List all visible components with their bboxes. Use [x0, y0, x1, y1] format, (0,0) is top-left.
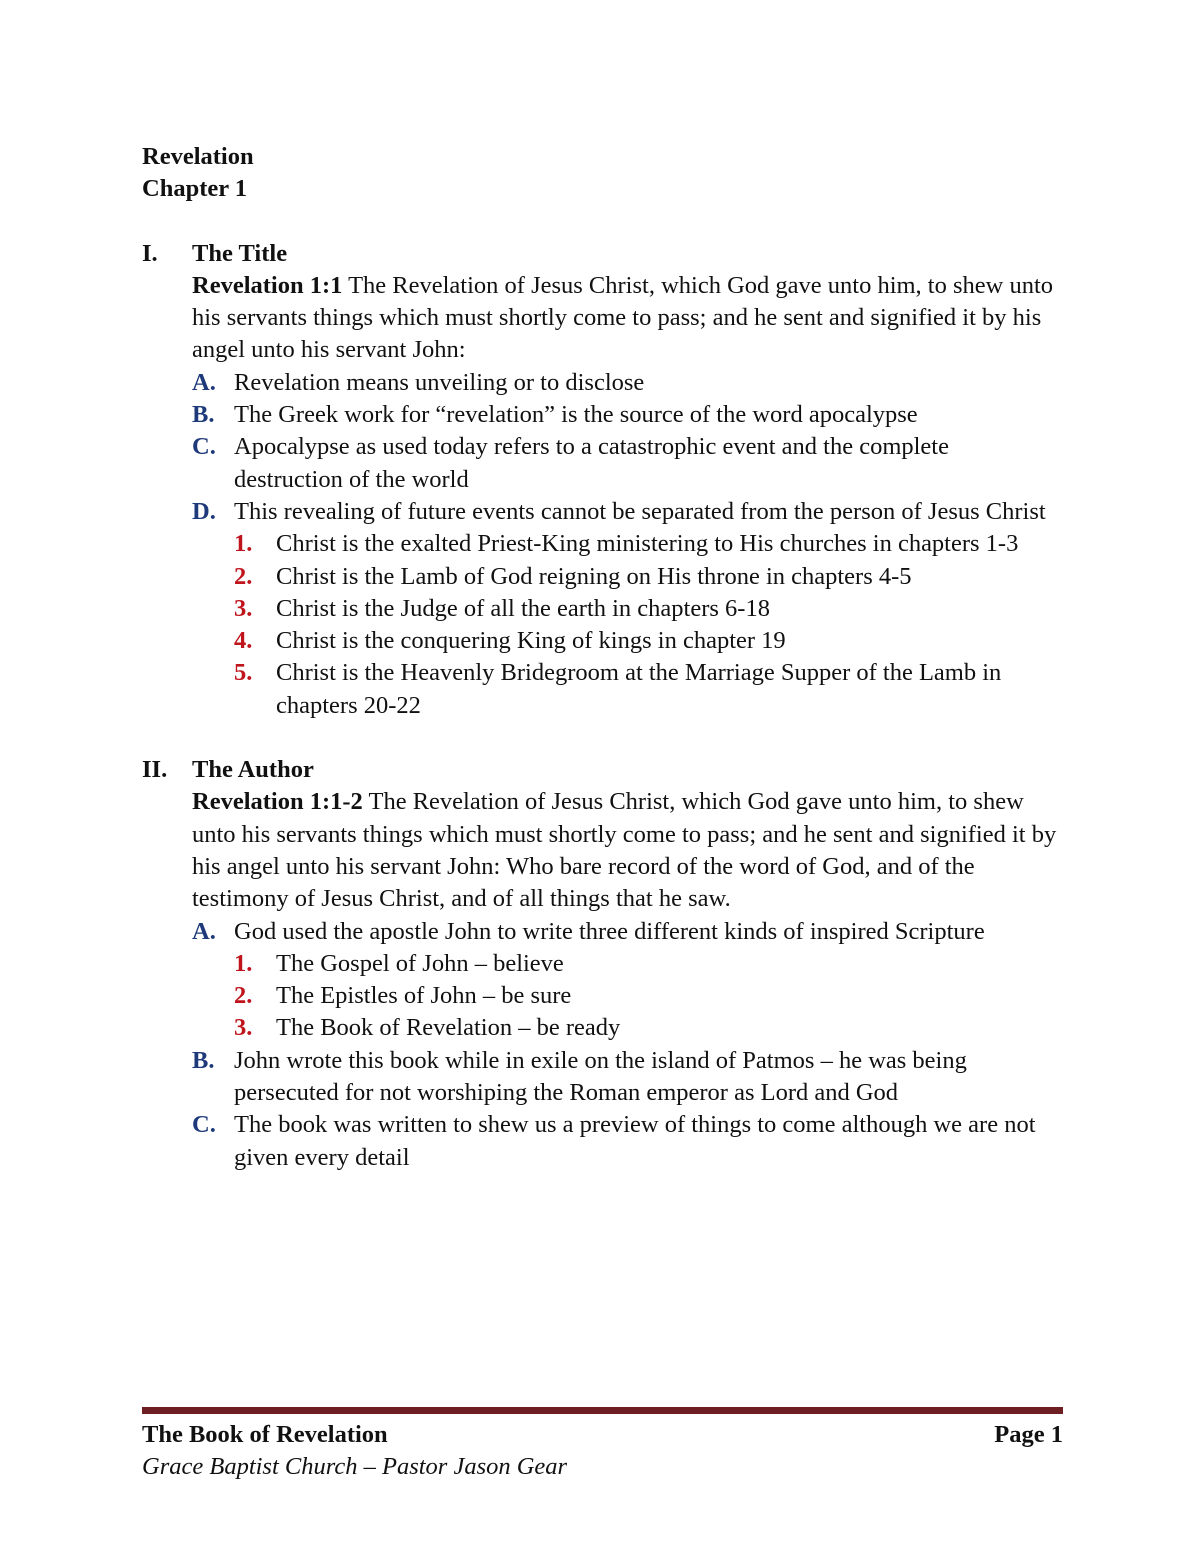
sub-item-text: Christ is the Judge of all the earth in chapters 6-18	[276, 594, 770, 622]
section-body	[192, 786, 1062, 1174]
item-label: B.	[192, 401, 215, 429]
sub-item-label: 1.	[234, 530, 253, 558]
sub-item-label: 3.	[234, 1014, 253, 1042]
item-label: D.	[192, 497, 216, 525]
outline-item	[192, 1045, 1062, 1110]
scripture-reference: Revelation 1:1	[192, 271, 343, 299]
scripture-passage	[192, 270, 1062, 367]
outline-sections	[142, 238, 1062, 1174]
sub-item-label: 1.	[234, 949, 253, 977]
section-heading	[142, 754, 1062, 786]
outline-item	[192, 1109, 1062, 1174]
item-text: John wrote this book while in exile on the island of Patmos – he was being persecuted for not worshiping the Roman emperor as Lord and God	[234, 1046, 967, 1107]
sub-item-text: The Book of Revelation – be ready	[276, 1014, 621, 1042]
sub-item-text: Christ is the conquering King of kings in chapter 19	[276, 627, 786, 655]
section-body	[192, 270, 1062, 722]
sub-item	[234, 980, 1062, 1012]
page-footer	[142, 1419, 1063, 1483]
scripture-text: The Revelation of Jesus Christ, which God gave unto him, to shew unto his servants things which must shortly come to pass; and he sent and signified it by his angel unto his servant John:	[192, 271, 1054, 364]
page-number: Page 1	[994, 1421, 1063, 1448]
sub-item-text: Christ is the exalted Priest-King ministering to His churches in chapters 1-3	[276, 530, 1019, 558]
section-heading	[142, 238, 1062, 270]
scripture-passage	[192, 786, 1062, 915]
sub-item	[234, 561, 1062, 593]
item-label: C.	[192, 433, 216, 461]
outline-item	[192, 367, 1062, 399]
item-text: The Greek work for “revelation” is the source of the word apocalypse	[234, 401, 918, 429]
item-label: C.	[192, 1111, 216, 1139]
sub-item-label: 5.	[234, 659, 253, 687]
sub-item-label: 3.	[234, 594, 253, 622]
sub-item-text: The Epistles of John – be sure	[276, 982, 572, 1010]
outline-item	[192, 916, 1062, 948]
sub-item-text: Christ is the Heavenly Bridegroom at the Marriage Supper of the Lamb in chapters 20-22	[276, 659, 1002, 719]
sub-item-label: 2.	[234, 982, 253, 1010]
outline-item	[192, 399, 1062, 431]
outline-item	[192, 431, 1062, 496]
sub-item	[234, 593, 1062, 625]
item-text: Revelation means unveiling or to disclose	[234, 368, 645, 396]
item-text: Apocalypse as used today refers to a catastrophic event and the complete destruction of the world	[234, 433, 949, 493]
footer-book-title: The Book of Revelation	[142, 1421, 388, 1448]
outline-section	[142, 754, 1062, 1174]
item-text: This revealing of future events cannot be separated from the person of Jesus Christ	[234, 497, 1046, 525]
sub-item-label: 4.	[234, 627, 253, 655]
footer-rule	[142, 1407, 1063, 1414]
document-title: Revelation	[142, 143, 254, 170]
item-label: A.	[192, 368, 216, 396]
footer-church: Grace Baptist Church – Pastor Jason Gear	[142, 1453, 568, 1480]
scripture-reference: Revelation 1:1-2	[192, 788, 363, 816]
outline-item	[192, 496, 1062, 528]
sub-list	[234, 528, 1062, 722]
scripture-text: The Revelation of Jesus Christ, which God gave unto him, to shew unto his servants things which must shortly come to pass; and he sent and signified it by his angel unto his servant John: Who bare record of the word of God, and of the testimony of Jesus Christ, and of all things that he saw.	[192, 788, 1057, 913]
document-body	[142, 141, 1062, 1174]
sub-item	[234, 657, 1062, 722]
section-title: The Author	[192, 756, 314, 784]
sub-item	[234, 528, 1062, 560]
sub-item	[234, 948, 1062, 980]
sub-item	[234, 1012, 1062, 1044]
chapter-heading: Chapter 1	[142, 175, 248, 203]
sub-item	[234, 625, 1062, 657]
outline-section	[142, 238, 1062, 722]
sub-item-text: The Gospel of John – believe	[276, 949, 564, 977]
item-text: The book was written to shew us a preview of things to come although we are not given every detail	[234, 1111, 1036, 1171]
section-number: II.	[142, 756, 168, 784]
section-number: I.	[142, 239, 158, 267]
item-label: A.	[192, 917, 216, 945]
item-text: God used the apostle John to write three different kinds of inspired Scripture	[234, 917, 985, 945]
sub-list	[234, 948, 1062, 1045]
item-label: B.	[192, 1046, 215, 1074]
section-title: The Title	[192, 239, 288, 267]
sub-item-label: 2.	[234, 562, 253, 590]
sub-item-text: Christ is the Lamb of God reigning on His throne in chapters 4-5	[276, 562, 912, 590]
